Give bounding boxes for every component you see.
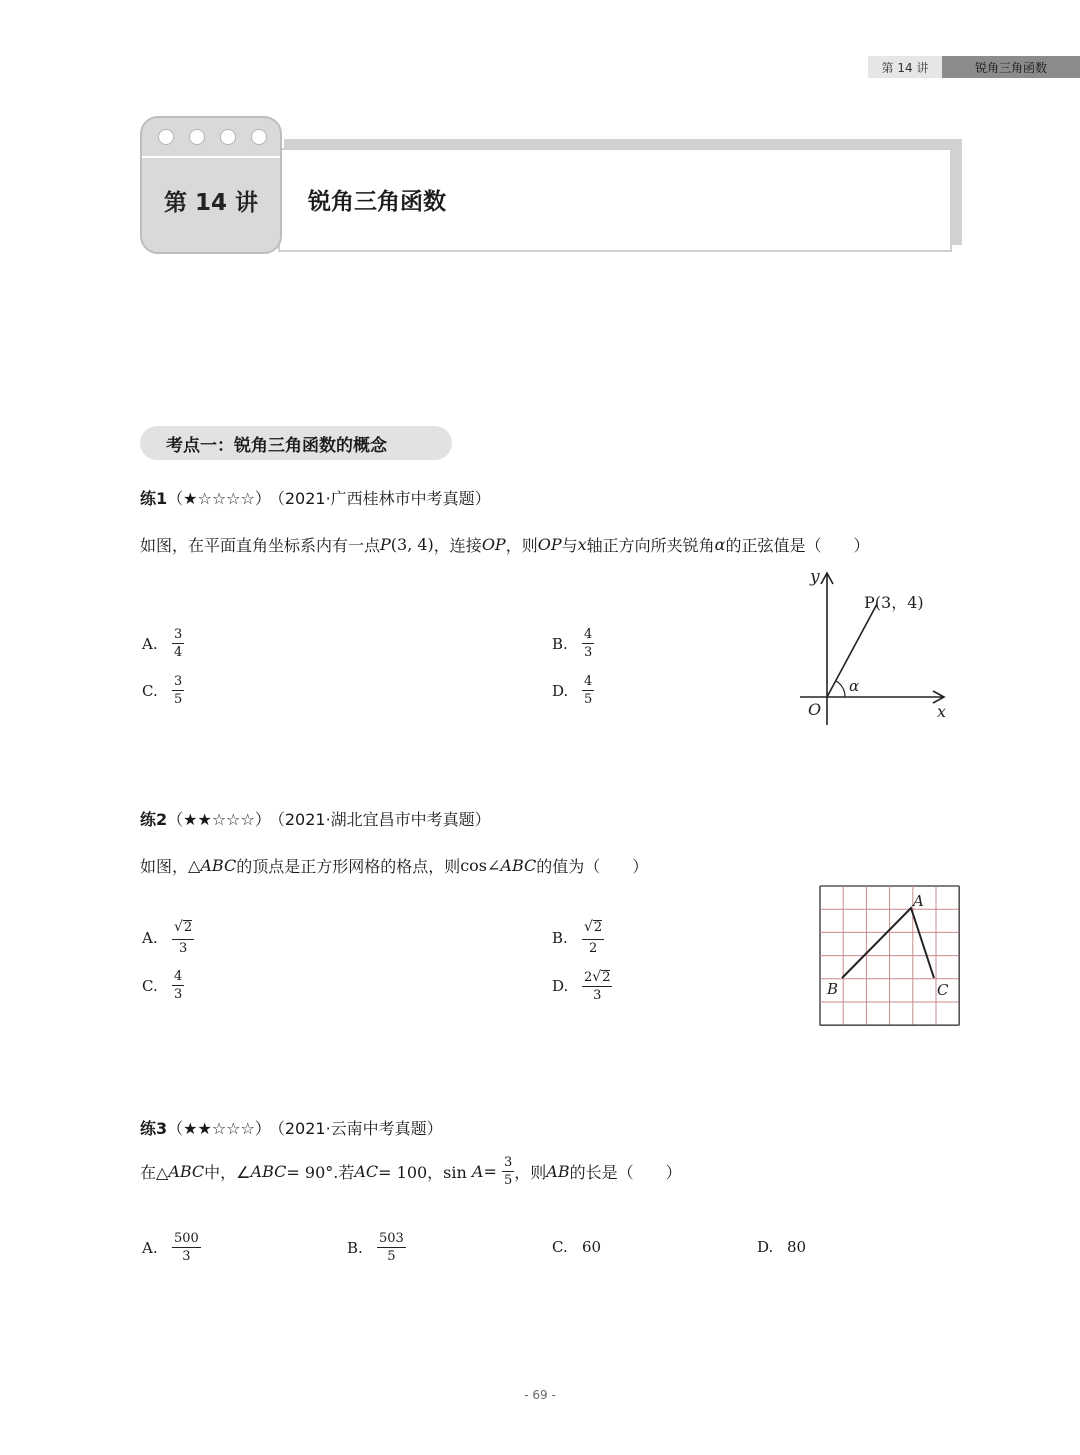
question-2-heading bbox=[140, 807, 491, 830]
numerator bbox=[582, 970, 612, 987]
section-heading: 考点一：锐角三角函数的概念 bbox=[140, 426, 452, 460]
question-source: （2021·湖北宜昌市中考真题） bbox=[276, 810, 491, 829]
stem-text: ，连接 bbox=[433, 536, 482, 555]
denominator: 3 bbox=[593, 988, 602, 1003]
math-var: ABC bbox=[168, 1162, 205, 1181]
option-label: D. bbox=[552, 977, 569, 995]
option-c[interactable] bbox=[142, 970, 184, 1001]
angle-arc bbox=[836, 681, 845, 697]
numerator: 4 bbox=[174, 969, 183, 984]
vertex-b-label: B bbox=[827, 980, 839, 998]
question-label: 练3 bbox=[140, 1119, 168, 1138]
math-var: α bbox=[714, 535, 726, 554]
fraction bbox=[172, 970, 184, 1001]
fraction bbox=[172, 1232, 201, 1263]
option-d[interactable] bbox=[757, 1238, 806, 1256]
option-value: 80 bbox=[787, 1238, 807, 1256]
math-symbol: △ bbox=[188, 856, 201, 875]
option-a[interactable] bbox=[142, 920, 194, 955]
ring-icon bbox=[189, 129, 205, 145]
option-label: D. bbox=[757, 1238, 774, 1256]
stem-text: 在△ bbox=[140, 1163, 169, 1182]
calendar-rings bbox=[158, 129, 267, 145]
stem-text: ，则 bbox=[514, 1163, 547, 1182]
origin-label: O bbox=[808, 700, 822, 719]
radicand: 2 bbox=[602, 970, 611, 985]
option-d[interactable] bbox=[552, 970, 612, 1002]
question-1-heading bbox=[140, 486, 491, 509]
numerator: 3 bbox=[174, 627, 183, 642]
math-var: A bbox=[471, 1162, 484, 1181]
numerator: 3 bbox=[503, 1155, 513, 1170]
chapter-title: 锐角三角函数 bbox=[308, 189, 446, 215]
page-number: - 69 - bbox=[524, 1388, 556, 1402]
question-2-stem bbox=[140, 854, 648, 877]
fraction bbox=[172, 628, 184, 659]
angle-label: α bbox=[849, 677, 860, 695]
vertex-a-label: A bbox=[913, 892, 924, 910]
denominator: 5 bbox=[174, 692, 183, 707]
option-label: A. bbox=[142, 634, 158, 653]
math-var: AC bbox=[354, 1162, 379, 1181]
stem-text: = bbox=[483, 1162, 497, 1181]
stem-text: 的值为（ ） bbox=[536, 857, 649, 876]
sqrt-sign-icon: √ bbox=[592, 969, 602, 985]
question-1-stem bbox=[140, 533, 870, 556]
math-var: OP bbox=[537, 535, 562, 554]
stem-text: 中，∠ bbox=[204, 1163, 251, 1182]
math-var: ABC bbox=[500, 856, 537, 875]
option-label: B. bbox=[552, 634, 568, 653]
numerator bbox=[582, 920, 604, 940]
numerator: 503 bbox=[379, 1231, 404, 1246]
numerator: 4 bbox=[584, 627, 593, 642]
option-label: A. bbox=[142, 1238, 158, 1257]
lecture-number: 第 14 讲 bbox=[163, 190, 259, 216]
fraction bbox=[582, 675, 594, 706]
option-b[interactable] bbox=[347, 1232, 406, 1263]
stem-text: 的长是（ ） bbox=[569, 1163, 682, 1182]
math-var: ABC bbox=[250, 1162, 287, 1181]
point-p-label: P(3，4) bbox=[864, 593, 924, 612]
stem-text: 如图， bbox=[140, 857, 189, 876]
question-3-heading bbox=[140, 1116, 443, 1139]
running-header-lecture: 第 14 讲 bbox=[868, 56, 942, 78]
stem-text: 的正弦值是（ ） bbox=[725, 536, 870, 555]
option-b[interactable] bbox=[552, 628, 594, 659]
denominator: 2 bbox=[588, 941, 598, 956]
math-var: x bbox=[577, 535, 587, 554]
denominator: 3 bbox=[182, 1249, 191, 1264]
question-3-stem bbox=[140, 1156, 682, 1187]
denominator: 5 bbox=[584, 692, 593, 707]
fraction bbox=[377, 1232, 406, 1263]
vertex-c-label: C bbox=[937, 981, 949, 999]
math-var: OP bbox=[481, 535, 506, 554]
sqrt bbox=[584, 970, 610, 984]
math-var: P bbox=[380, 535, 391, 554]
radicand: 2 bbox=[183, 920, 193, 935]
option-label: A. bbox=[142, 928, 158, 947]
stem-text: 与 bbox=[561, 536, 578, 555]
numerator bbox=[172, 920, 194, 940]
stem-text: 轴正方向所夹锐角 bbox=[586, 536, 715, 555]
numerator: 3 bbox=[174, 674, 183, 689]
ring-icon bbox=[220, 129, 236, 145]
denominator: 5 bbox=[503, 1173, 513, 1188]
difficulty-stars: （★☆☆☆☆） bbox=[167, 489, 271, 508]
math-var: AB bbox=[546, 1162, 570, 1181]
fraction bbox=[582, 920, 604, 955]
question-source: （2021·云南中考真题） bbox=[276, 1119, 443, 1138]
option-c[interactable] bbox=[142, 675, 184, 706]
option-d[interactable] bbox=[552, 675, 594, 706]
option-a[interactable] bbox=[142, 1232, 201, 1263]
calendar-icon bbox=[140, 116, 282, 254]
sqrt bbox=[584, 920, 602, 934]
fraction bbox=[582, 628, 594, 659]
option-label: C. bbox=[142, 681, 158, 700]
stem-text: = 100，sin bbox=[378, 1163, 467, 1182]
denominator: 4 bbox=[174, 645, 183, 660]
running-header-title: 锐角三角函数 bbox=[942, 56, 1080, 78]
coefficient: 2 bbox=[584, 970, 593, 985]
fraction bbox=[172, 675, 184, 706]
denominator: 3 bbox=[584, 645, 593, 660]
difficulty-stars: （★★☆☆☆） bbox=[167, 1119, 271, 1138]
option-a[interactable] bbox=[142, 628, 184, 659]
grid-figure bbox=[818, 884, 962, 1028]
option-b[interactable] bbox=[552, 920, 604, 955]
question-source: （2021·广西桂林市中考真题） bbox=[276, 489, 491, 508]
option-label: C. bbox=[142, 976, 158, 995]
denominator: 5 bbox=[387, 1249, 396, 1264]
fraction bbox=[502, 1156, 514, 1187]
x-axis-label: x bbox=[937, 702, 947, 721]
option-c[interactable] bbox=[552, 1238, 601, 1256]
square-grid bbox=[820, 886, 959, 1025]
option-label: D. bbox=[552, 681, 569, 700]
sqrt-sign-icon: √ bbox=[174, 919, 183, 935]
numerator: 4 bbox=[584, 674, 593, 689]
option-value: 60 bbox=[582, 1238, 602, 1256]
sqrt bbox=[174, 920, 192, 934]
stem-text: 如图，在平面直角坐标系内有一点 bbox=[140, 536, 381, 555]
sqrt-sign-icon: √ bbox=[584, 919, 593, 935]
option-label: B. bbox=[347, 1238, 363, 1257]
question-label: 练2 bbox=[140, 810, 168, 829]
math-coords: (3, 4) bbox=[390, 535, 434, 554]
math-var: ABC bbox=[200, 856, 237, 875]
ring-icon bbox=[158, 129, 174, 145]
stem-text: ，则 bbox=[505, 536, 538, 555]
denominator: 3 bbox=[178, 941, 188, 956]
calendar-divider bbox=[142, 156, 280, 158]
numerator: 500 bbox=[174, 1231, 199, 1246]
option-label: B. bbox=[552, 928, 568, 947]
question-label: 练1 bbox=[140, 489, 168, 508]
option-label: C. bbox=[552, 1238, 568, 1256]
stem-text: = 90°.若 bbox=[286, 1163, 355, 1182]
running-header bbox=[868, 56, 1080, 78]
fraction bbox=[172, 920, 194, 955]
difficulty-stars: （★★☆☆☆） bbox=[167, 810, 271, 829]
math-func: cos∠ bbox=[460, 856, 501, 875]
ring-icon bbox=[251, 129, 267, 145]
radicand: 2 bbox=[593, 920, 603, 935]
fraction bbox=[582, 970, 612, 1002]
triangle-abc bbox=[842, 908, 934, 978]
coordinate-figure bbox=[790, 560, 960, 730]
y-axis-label: y bbox=[810, 567, 820, 587]
denominator: 3 bbox=[174, 987, 183, 1002]
stem-text: 的顶点是正方形网格的格点，则 bbox=[236, 857, 461, 876]
